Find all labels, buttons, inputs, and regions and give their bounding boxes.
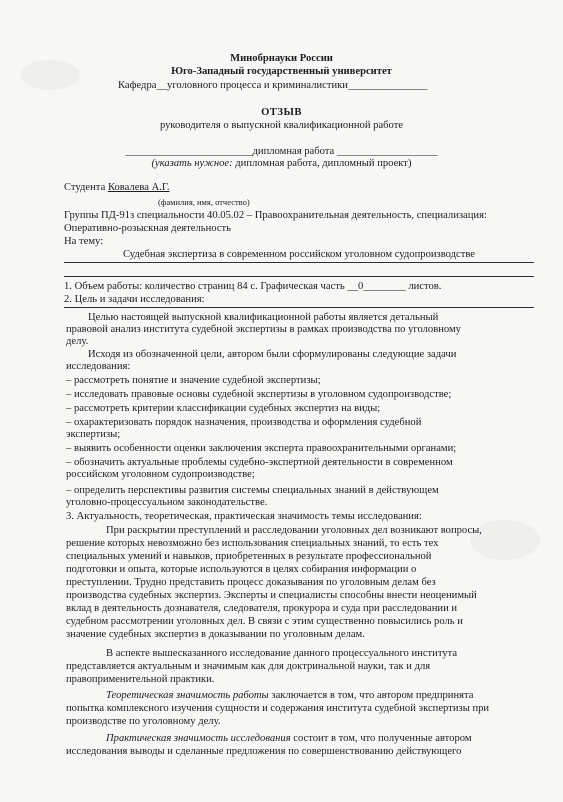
tasks-intro-2: исследования:: [66, 361, 131, 372]
para1-line: значение судебных экспертиз в доказывании по уголовным делам.: [66, 629, 365, 640]
student-line: [64, 182, 170, 194]
para1-line: производства судебных экспертиз. Эксперты и специалисты способны внести неоценимый: [66, 590, 477, 601]
student-name-hint: (фамилия, имя, отчество): [158, 197, 250, 207]
para1-line: преступлении. Трудно представить процесс доказывания по уголовным делам без: [66, 577, 436, 588]
section2-heading: 2. Цель и задачи исследования:: [64, 294, 205, 305]
student-name: Ковалева А.Г.: [107, 182, 170, 193]
para2-line: В аспекте вышесказанного исследование данного процессуального института: [106, 648, 458, 659]
department-name: Кафедра__уголовного процесса и криминалистики: [118, 80, 348, 91]
department-blank: _______________: [347, 80, 428, 91]
task-item-cont: уголовно-процессуальном законодательстве.: [66, 497, 268, 508]
topic-label: На тему:: [64, 236, 104, 247]
tasks-intro-1: Исходя из обозначенной цели, автором были сформулированы следующие задачи: [88, 349, 457, 360]
group-line: Группы ПД-91з специальности 40.05.02 – Правоохранительная деятельность, специализация:: [64, 210, 487, 221]
task-item: – рассмотреть критерии классификации судебных экспертиз на виды;: [66, 403, 381, 414]
section3-heading: 3. Актуальность, теоретическая, практическая значимость темы исследования:: [66, 511, 422, 522]
para1-line: вклад в деятельность дознавателя, следователя, прокурора и суда при расследовании и: [66, 603, 458, 614]
para1-line: судебном рассмотрении уголовных дел. В связи с этим существенно повысились роль и: [66, 616, 463, 627]
para3-first-line: [106, 690, 473, 702]
para1-line: При раскрытии преступлений и расследовании уголовных дел возникают вопросы,: [106, 525, 482, 536]
work-type-hint-italic: (указать нужное:: [151, 158, 233, 169]
topic-underline-2: [64, 276, 534, 277]
work-type-hint: [0, 158, 563, 170]
task-item: – обозначить актуальные проблемы судебно-экспертной деятельности в современном: [66, 457, 453, 468]
para4-line: исследования выводы и сделанные предложения по совершенствованию действующего: [66, 746, 462, 757]
para3-line: попытка комплексного изучения сущности и содержания института судебной экспертизы при: [66, 703, 490, 714]
para4-italic: Практическая значимость исследования: [106, 733, 291, 744]
para1-line: подготовки и опыта, которые используются в целях собирания информации о: [66, 564, 417, 575]
para2-line: правоприменительной практики.: [66, 674, 215, 685]
para1-line: решение которых невозможно без использования специальных знаний, то есть тех: [66, 538, 439, 549]
goal-line-2: правовой анализ института судебной экспертизы в рамках производства по уголовному: [66, 324, 461, 335]
para4-rest: состоит в том, что полученные автором: [290, 733, 472, 744]
student-label: Студента: [64, 182, 106, 193]
para3-line: производстве по уголовному делу.: [66, 716, 221, 727]
topic-underline: [64, 262, 534, 263]
para4-first-line: [106, 733, 472, 745]
document-title: ОТЗЫВ: [261, 107, 302, 118]
task-item: – выявить особенности оценки заключения эксперта правоохранительными органами;: [66, 443, 457, 454]
task-item-cont: экспертизы;: [66, 429, 121, 440]
work-type-hint-rest: дипломная работа, дипломный проект): [235, 158, 412, 169]
specialization: Оперативно-розыскная деятельность: [64, 223, 231, 234]
task-item: – определить перспективы развития системы специальных знаний в действующем: [66, 485, 439, 496]
task-item-cont: российском уголовном судопроизводстве;: [66, 469, 255, 480]
para3-rest: заключается в том, что автором предпринята: [268, 690, 474, 701]
topic-text: Судебная экспертиза в современном российском уголовном судопроизводстве: [122, 249, 476, 260]
para1-line: специальных умений и навыков, приобретенных в результате профессиональной: [66, 551, 432, 562]
document-subtitle: руководителя о выпускной квалификационной работе: [159, 120, 404, 131]
task-item: – рассмотреть понятие и значение судебной экспертизы;: [66, 375, 321, 386]
university-name: Юго-Западный государственный университет: [171, 66, 392, 77]
ministry-name: Минобрнауки России: [230, 53, 333, 64]
department-line: [118, 80, 427, 92]
goal-line-1: Целью настоящей выпускной квалификационной работы является детальный: [88, 312, 439, 323]
section1-volume: 1. Объем работы: количество страниц 84 с. Графическая часть __0________ листов.: [64, 281, 442, 292]
task-item: – охарактеризовать порядок назначения, производства и оформления судебной: [66, 417, 422, 428]
task-item: – исследовать правовые основы судебной экспертизы в уголовном судопроизводстве;: [66, 389, 452, 400]
work-type-line: ________________________дипломная работа ___________________: [125, 146, 438, 157]
goal-line-3: делу.: [66, 336, 89, 347]
para3-italic: Теоретическая значимость работы: [106, 690, 269, 701]
section2-underline: [64, 307, 534, 308]
para2-line: представляется актуальным и значимым как для доктринальной науки, так и для: [66, 661, 431, 672]
